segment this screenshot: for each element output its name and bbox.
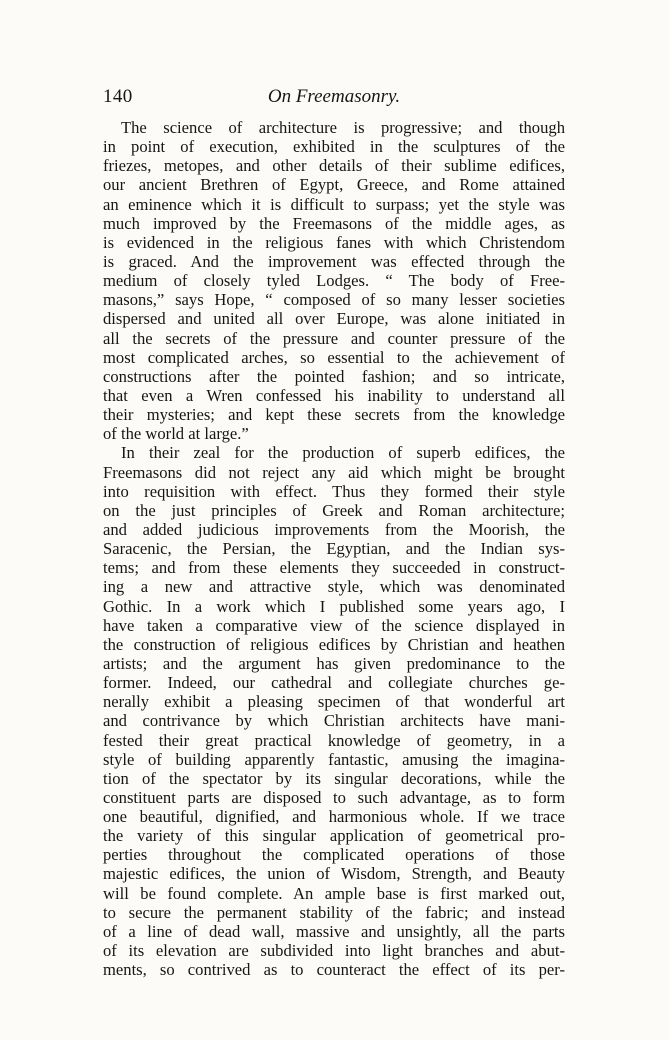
text-line: to secure the permanent stability of the fabric; and instead: [103, 902, 565, 922]
running-title: On Freemasonry.: [267, 86, 401, 107]
text-line: and added judicious improvements from the Moorish, the: [103, 519, 565, 539]
text-line: into requisition with effect. Thus they formed their style: [103, 481, 565, 501]
text-line: of its elevation are subdivided into light branches and abut-: [103, 941, 565, 961]
text-line: ments, so contrived as to counteract the effect of its per-: [103, 960, 565, 980]
text-line: our ancient Brethren of Egypt, Greece, and Rome attained: [103, 175, 565, 195]
text-line: dispersed and united all over Europe, was alone initiated in: [103, 309, 565, 329]
text-line: will be found complete. An ample base is first marked out,: [103, 883, 565, 903]
page-number: 140: [103, 86, 133, 107]
text-line: is graced. And the improvement was effected through the: [103, 251, 565, 271]
text-line: tion of the spectator by its singular decorations, while the: [103, 768, 565, 788]
text-line: much improved by the Freemasons of the middle ages, as: [103, 213, 565, 233]
text-line: style of building apparently fantastic, amusing the imagina-: [103, 749, 565, 769]
text-line: majestic edifices, the union of Wisdom, Strength, and Beauty: [103, 864, 565, 884]
page-header: [103, 86, 565, 110]
text-line: of the world at large.”: [103, 424, 249, 444]
text-line: medium of closely tyled Lodges. “ The body of Free-: [103, 271, 565, 291]
text-line: their mysteries; and kept these secrets from the knowledge: [103, 405, 565, 425]
text-line: on the just principles of Greek and Roman architecture;: [103, 500, 565, 520]
text-line: former. Indeed, our cathedral and collegiate churches ge-: [103, 673, 565, 693]
body-text: [103, 118, 565, 979]
text-line: have taken a comparative view of the science displayed in: [103, 615, 565, 635]
text-line: constructions after the pointed fashion; and so intricate,: [103, 366, 565, 386]
text-line: the variety of this singular application of geometrical pro-: [103, 826, 565, 846]
paragraph: [103, 443, 565, 979]
text-line: in point of execution, exhibited in the sculptures of the: [103, 137, 565, 157]
text-line: nerally exhibit a pleasing specimen of that wonderful art: [103, 692, 565, 712]
text-line: all the secrets of the pressure and counter pressure of the: [103, 328, 565, 348]
text-line: Saracenic, the Persian, the Egyptian, and the Indian sys-: [103, 539, 565, 559]
text-line: is evidenced in the religious fanes with which Christendom: [103, 232, 565, 252]
text-line: Gothic. In a work which I published some years ago, I: [103, 596, 565, 616]
text-line: masons,” says Hope, “ composed of so many lesser societies: [103, 290, 565, 310]
text-line: Freemasons did not reject any aid which might be brought: [103, 462, 565, 482]
text-line: one beautiful, dignified, and harmonious whole. If we trace: [103, 807, 565, 827]
text-line: In their zeal for the production of superb edifices, the: [121, 443, 565, 463]
text-line: that even a Wren confessed his inability to understand all: [103, 385, 565, 405]
text-line: friezes, metopes, and other details of their sublime edifices,: [103, 156, 565, 176]
text-line: The science of architecture is progressive; and though: [121, 118, 565, 137]
text-line: tems; and from these elements they succeeded in construct-: [103, 558, 565, 578]
text-line: an eminence which it is difficult to surpass; yet the style was: [103, 194, 565, 214]
text-line: most complicated arches, so essential to the achievement of: [103, 347, 565, 367]
text-line: constituent parts are disposed to such advantage, as to form: [103, 787, 565, 807]
text-line: ing a new and attractive style, which was denominated: [103, 577, 565, 597]
text-line: the construction of religious edifices by Christian and heathen: [103, 634, 565, 654]
text-line: perties throughout the complicated operations of those: [103, 845, 565, 865]
paragraph: [103, 118, 565, 443]
text-line: artists; and the argument has given predominance to the: [103, 653, 565, 673]
text-line: of a line of dead wall, massive and unsightly, all the parts: [103, 921, 565, 941]
text-line: fested their great practical knowledge of geometry, in a: [103, 730, 565, 750]
text-line: and contrivance by which Christian architects have mani-: [103, 711, 565, 731]
